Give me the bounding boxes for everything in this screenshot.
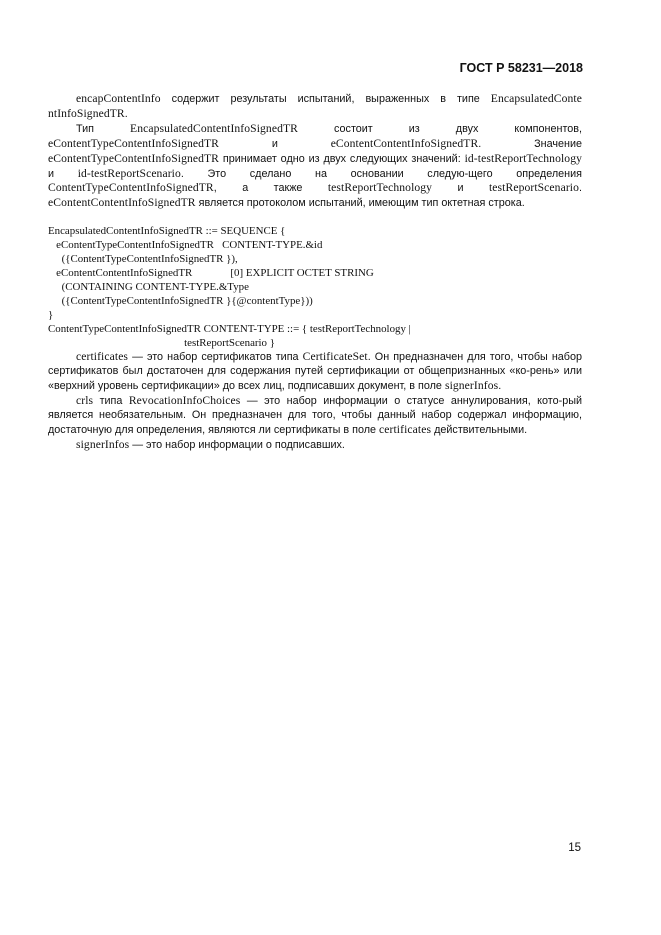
document-id: ГОСТ Р 58231—2018 [459,61,583,75]
paragraph-text: — это набор информации о статусе аннулирования, кото-рый является необязательным. Он предназначен для того, чтобы данный набор содержал информацию, достаточную для определения, являются ли сертификаты в поле [48,395,582,436]
paragraph-text: состоит из двух компонентов, [298,122,583,135]
asn1-line: ({ContentTypeContentInfoSignedTR }), [48,253,238,266]
paragraph-encapcontentinfo [48,92,582,122]
document-body [48,92,582,453]
paragraph-signerinfos [48,438,582,453]
paragraph-certificates [48,350,582,394]
code-term: encapContentInfo [76,92,161,105]
paragraph-text: и [48,167,78,180]
code-term: testReportTechnology [327,181,433,195]
paragraph-text: — это набор информации о подписавших. [129,438,345,451]
code-term: EncapsulatedContentInfoSignedTR [130,121,298,135]
asn1-line: eContentContentInfoSignedTR [0] EXPLICIT OCTET STRING [48,266,374,279]
paragraph-type-description [48,122,582,211]
asn1-definition [48,225,582,350]
asn1-line: testReportScenario } [48,336,275,349]
code-term: signerInfos [444,379,499,393]
code-term: eContentContentInfoSignedTR [330,136,479,150]
paragraph-text: принимает одно из двух следующих значений: [219,152,465,165]
paragraph-text: содержит результаты испытаний, выраженных в типе [160,93,491,105]
paragraph-text: и [219,137,331,150]
asn1-line: ContentTypeContentInfoSignedTR CONTENT-TYPE ::= { testReportTechnology | [48,322,411,335]
paragraph-text: . Это сделано на основании следую-щего определения [180,167,583,180]
paragraph-text: . [498,380,502,393]
paragraph-text: действительными. [431,423,528,436]
paragraph-text: . Значение [478,137,582,150]
paragraph-text: . Он предназначен для того, чтобы набор сертификатов был достаточен для содержания путей сертификации от общепризнанных «ко-рень» или «верхний уровень сертификации» до всех лиц, подписавших документ, в поле [48,351,582,393]
code-term: testReportScenario [488,181,579,195]
code-term: certificates [379,422,432,436]
asn1-line: } [48,308,54,321]
code-term: id-testReportTechnology [464,151,582,165]
spacer [48,211,582,225]
code-term: certificates [76,350,129,364]
asn1-line: (CONTAINING CONTENT-TYPE.&Type [48,280,249,293]
paragraph-text: , а также [213,182,328,195]
asn1-line: EncapsulatedContentInfoSignedTR ::= SEQUENCE { [48,225,286,238]
code-term: eContentTypeContentInfoSignedTR [48,151,220,165]
paragraph-crls [48,394,582,438]
code-term: id-testReportScenario [77,166,181,180]
paragraph-text: Тип [76,122,131,135]
paragraph-text: — это набор сертификатов типа [128,351,303,364]
page-number: 15 [568,842,581,854]
paragraph-text: . [124,107,128,120]
paragraph-text: является протоколом испытаний, имеющим тип октетная строка. [195,197,525,210]
paragraph-text: типа [93,395,129,408]
code-term: signerInfos [76,437,130,451]
paragraph-text: и [432,182,489,195]
code-term: CertificateSet [302,350,368,364]
paragraph-text: . [579,182,582,195]
asn1-line: ({ContentTypeContentInfoSignedTR }{@contentType})) [48,294,313,307]
code-term: ContentTypeContentInfoSignedTR [48,181,214,195]
asn1-line: eContentTypeContentInfoSignedTR CONTENT-TYPE.&id [48,239,323,252]
code-term: EncapsulatedConte ntInfoSignedTR [48,92,582,120]
code-term: eContentTypeContentInfoSignedTR [48,136,220,150]
code-term: eContentContentInfoSignedTR [48,196,196,210]
code-term: RevocationInfoChoices [128,394,241,408]
code-term: crls [76,394,94,408]
